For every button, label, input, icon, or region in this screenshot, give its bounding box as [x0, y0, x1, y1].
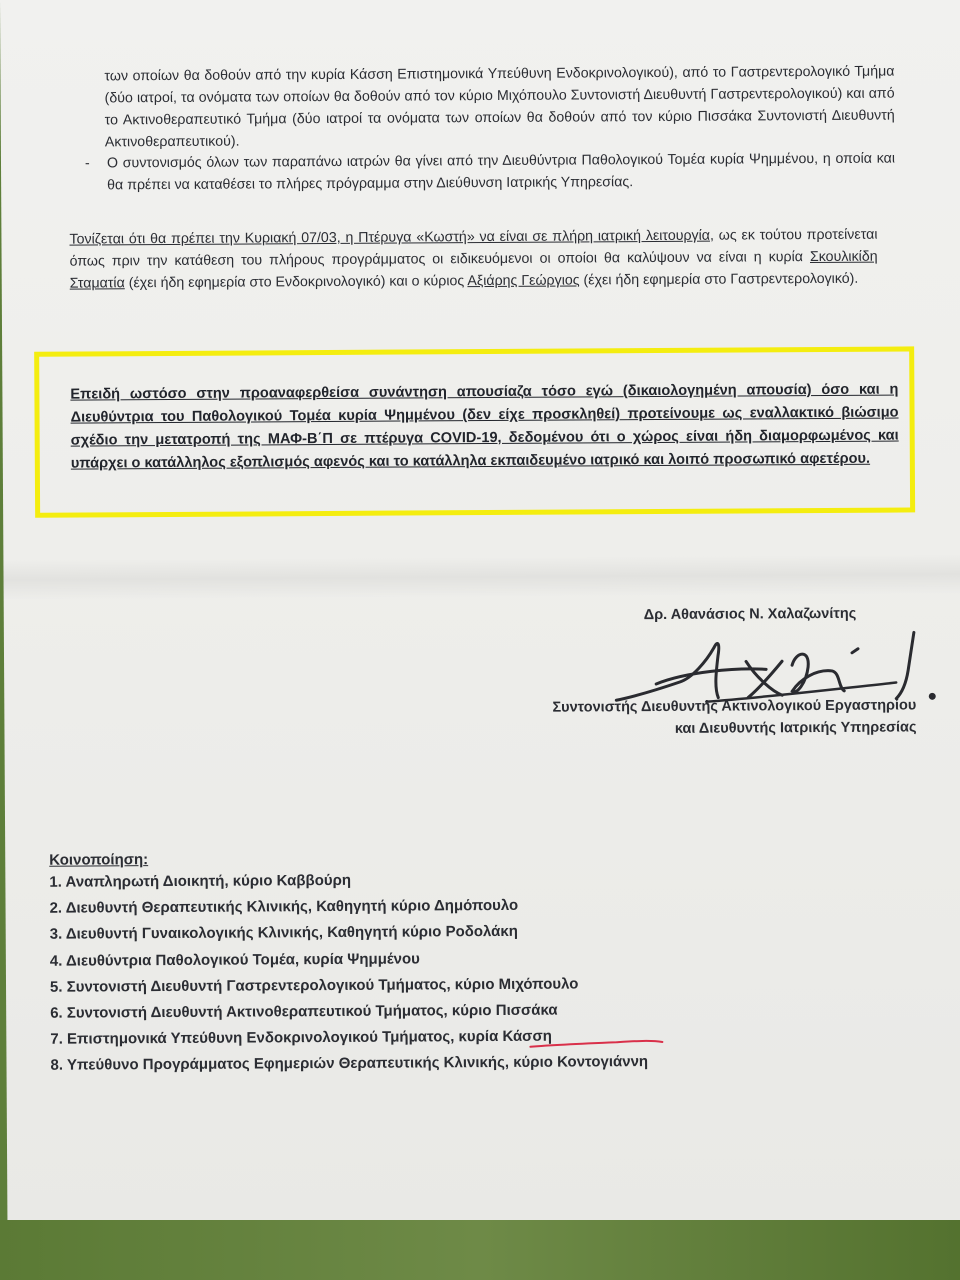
- highlighted-paragraph: Επειδή ωστόσο στην προαναφερθείσα συνάντηση απουσίαζα τόσο εγώ (δικαιολογημένη απουσία) όσο και η Διευθύντρια του Παθολογικού Τομέα κυρία Ψημμένου (δεν είχε προσκληθεί) προτείνουμε ως εναλλακτικό βιώσιμο σχέδιο την μετατροπή της ΜΑΦ-Β΄Π σε πτέρυγα COVID-19, δεδομένου ότι ο χώρος είναι ήδη διαμορφωμένος και υπάρχει ο κατάλληλος εξοπλισμός αφενός και το κατάλληλα εκπαιδευμένο ιατρικό και λοιπό προσωπικό αφετέρου.: [70, 381, 899, 472]
- cc-list-item: 1. Αναπληρωτή Διοικητή, κύριο Καββούρη: [49, 871, 352, 891]
- cc-list-item: 3. Διευθυντή Γυναικολογικής Κλινικής, Καθηγητή κύριο Ροδολάκη: [49, 923, 518, 944]
- cc-heading: Κοινοποίηση: [49, 851, 144, 869]
- note-text: [69, 224, 877, 295]
- note-paragraph: [69, 224, 877, 295]
- signatory-name: Δρ. Αθανάσιος Ν. Χαλαζωνίτης: [643, 605, 857, 624]
- background-surface: [0, 1220, 960, 1280]
- intro-text: των οποίων θα δοθούν από την κυρία Κάσση Επιστημονικά Υπεύθυνη Ενδοκρινολογικού), από το Γαστρεντερολογικό Τμήμα (δύο ιατροί, τα ονόματα των οποίων θα δοθούν από τον κύριο Μιχόπουλο Συντονιστή Διευθυντή Γαστρεντερολογικού) και από το Ακτινοθεραπευτικό Τμήμα (δύο ιατροί τα ονόματα των οποίων θα δοθούν από τον κύριο Πισσάκα Συντονιστή Διευθυντή Ακτινοθεραπευτικού).: [104, 63, 895, 151]
- bullet-paragraph: [85, 148, 895, 197]
- signatory-title: [552, 694, 916, 740]
- cc-heading-row: [49, 851, 148, 869]
- cc-heading-colon: :: [143, 851, 149, 869]
- note-part-2: , ως εκ τούτου προτείνεται όπως πριν την κατάθεση του πλήρους προγράμματος οι ειδικευόμενοι οι οποίοι θα καλύψουν να είναι η κυρία: [69, 226, 878, 270]
- cc-list-item: 4. Διευθύντρια Παθολογικού Τομέα, κυρία Ψημμένου: [49, 950, 420, 970]
- cc-list-item: 7. Επιστημονικά Υπεύθυνη Ενδοκρινολογικού Τμήματος, κυρία Κάσση: [50, 1027, 552, 1048]
- signatory-title-line-1: Συντονιστής Διευθυντής Ακτινολογικού Εργαστηρίου: [552, 697, 917, 716]
- cc-list-item: 8. Υπεύθυνο Προγράμματος Εφημεριών Θεραπευτικής Κλινικής, κύριο Κοντογιάννη: [50, 1053, 649, 1075]
- bullet-dash: -: [84, 155, 90, 172]
- note-name-2: Αξιάρης Γεώργιος: [467, 272, 580, 290]
- note-part-4: (έχει ήδη εφημερία στο Γαστρεντερολογικό).: [579, 270, 859, 289]
- signatory-title-line-2: και Διευθυντής Ιατρικής Υπηρεσίας: [674, 719, 917, 737]
- note-underlined-lead: Τονίζεται ότι θα πρέπει την Κυριακή 07/03, η Πτέρυγα «Κωστή» να είναι σε πλήρη ιατρική λειτουργία: [69, 227, 711, 248]
- intro-paragraph: [104, 61, 895, 154]
- note-part-3: (έχει ήδη εφημερία στο Ενδοκρινολογικό) και ο κύριος: [124, 273, 468, 292]
- red-underline-mark: [526, 1036, 666, 1053]
- cc-list-item: 6. Συντονιστή Διευθυντή Ακτινοθεραπευτικού Τμήματος, κύριο Πισσάκα: [50, 1001, 558, 1022]
- cc-list-item: 5. Συντονιστή Διευθυντή Γαστρεντερολογικού Τμήματος, κύριο Μιχόπουλο: [49, 975, 579, 996]
- cc-list-item: 2. Διευθυντή Θεραπευτικής Κλινικής, Καθηγητή κύριο Δημόπουλο: [49, 897, 519, 917]
- note-name-1: Σκουλικίδη Σταματία: [69, 248, 878, 292]
- bullet-text: Ο συντονισμός όλων των παραπάνω ιατρών θα γίνει από την Διευθύντρια Παθολογικού Τομέα κυρία Ψημμένου, η οποία και θα πρέπει να καταθέσει το πλήρες πρόγραμμα στην Διεύθυνση Ιατρικής Υπηρεσίας.: [106, 150, 896, 194]
